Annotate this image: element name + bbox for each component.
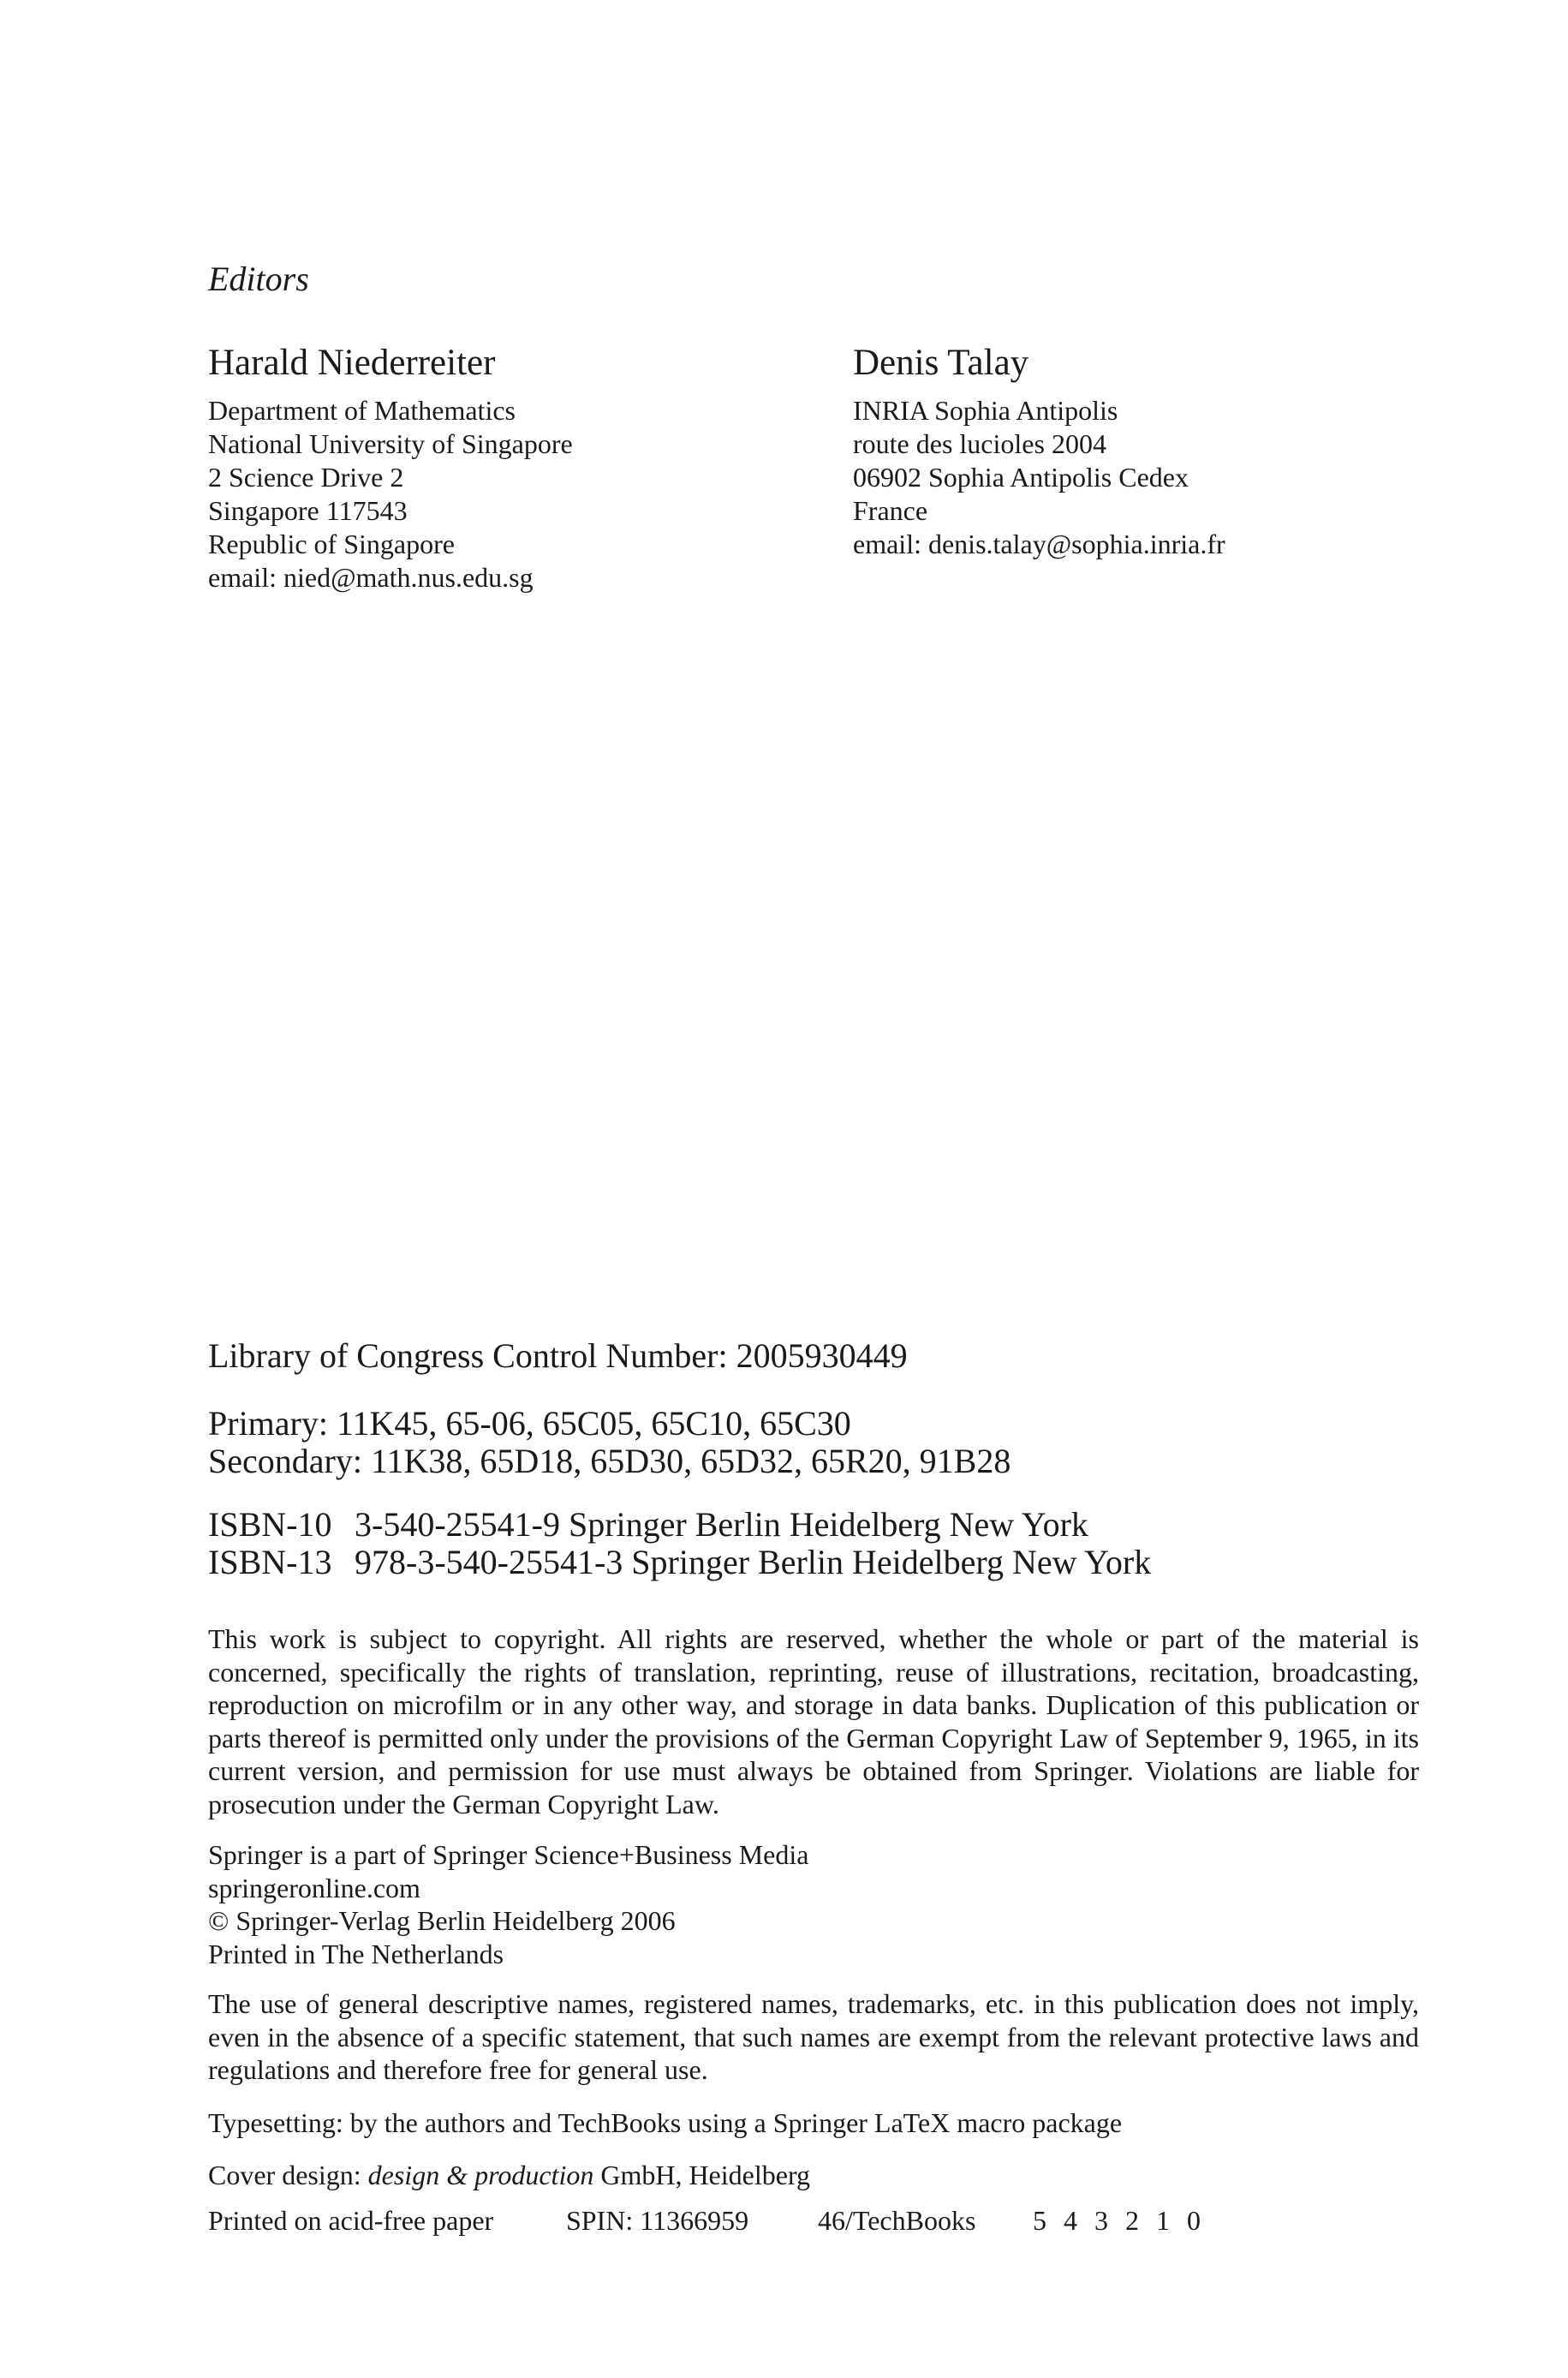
editor-name: Denis Talay [853,343,1029,383]
copyright-line: © Springer-Verlag Berlin Heidelberg 2006 [208,1905,676,1936]
techbooks-code: 46/TechBooks [818,2205,976,2236]
isbn-row [208,1544,1151,1581]
editor-address-line: route des lucioles 2004 [853,428,1106,459]
copyright-notice: This work is subject to copyright. All rights are reserved, whether the whole or part of the material is concerned, specifically the rights of translation, reprinting, reuse of illustrations, recitation, broadcasting, reproduction on microfilm or in any other way, and storage in data banks. Duplication of this publication or parts thereof is permitted only under the provisions of the German Copyright Law of September 9, 1965, in its current version, and permission for use must always be obtained from Springer. Violations are liable for prosecution under the German Copyright Law. [208,1623,1419,1819]
editor-address-line: France [853,495,928,526]
spin-number: SPIN: 11366959 [566,2205,749,2236]
editor-address-line: Republic of Singapore [208,529,455,559]
cover-design-label: Cover design: [208,2160,361,2190]
cover-design-rest: GmbH, Heidelberg [600,2160,811,2190]
editor-address-line: 06902 Sophia Antipolis Cedex [853,462,1189,493]
isbn-label: ISBN-10 [208,1505,332,1544]
isbn-block [208,1506,1151,1581]
msc-secondary: Secondary: 11K38, 65D18, 65D30, 65D32, 65R20, 91B28 [208,1442,1011,1480]
editor-email: email: denis.talay@sophia.inria.fr [853,529,1225,559]
publisher-line: Springer is a part of Springer Science+Business Media [208,1839,809,1870]
cover-design-name: design & production [367,2160,594,2190]
editor-address-line: Department of Mathematics [208,395,516,426]
acid-free-paper: Printed on acid-free paper [208,2205,494,2236]
editor-right [853,341,1225,561]
editor-address-line: INRIA Sophia Antipolis [853,395,1118,426]
print-run-numbers: 5 4 3 2 1 0 [1033,2205,1206,2236]
isbn-row [208,1506,1151,1544]
typesetting-line: Typesetting: by the authors and TechBooks using a Springer LaTeX macro package [208,2107,1123,2138]
publisher-info [208,1838,808,1970]
editor-address-line: National University of Singapore [208,428,573,459]
isbn-label: ISBN-13 [208,1543,332,1581]
printed-in-line: Printed in The Netherlands [208,1938,504,1969]
editors-heading: Editors [208,260,309,298]
lccn-line: Library of Congress Control Number: 2005930449 [208,1336,908,1375]
msc-classification [208,1405,1011,1480]
editor-name: Harald Niederreiter [208,343,496,383]
cover-design-line [208,2159,810,2192]
publisher-website: springeronline.com [208,1872,420,1903]
editor-left [208,341,573,594]
editor-address-line: 2 Science Drive 2 [208,462,404,493]
trademark-notice: The use of general descriptive names, registered names, trademarks, etc. in this publication does not imply, even in the absence of a specific statement, that such names are exempt from the relevant protective laws and regulations and therefore free for general use. [208,1988,1419,2085]
msc-primary: Primary: 11K45, 65-06, 65C05, 65C10, 65C30 [208,1404,851,1443]
editor-email: email: nied@math.nus.edu.sg [208,562,534,593]
editor-address-line: Singapore 117543 [208,495,408,526]
isbn-value: 3-540-25541-9 Springer Berlin Heidelberg New York [355,1505,1088,1544]
isbn-value: 978-3-540-25541-3 Springer Berlin Heidelberg New York [355,1543,1152,1581]
